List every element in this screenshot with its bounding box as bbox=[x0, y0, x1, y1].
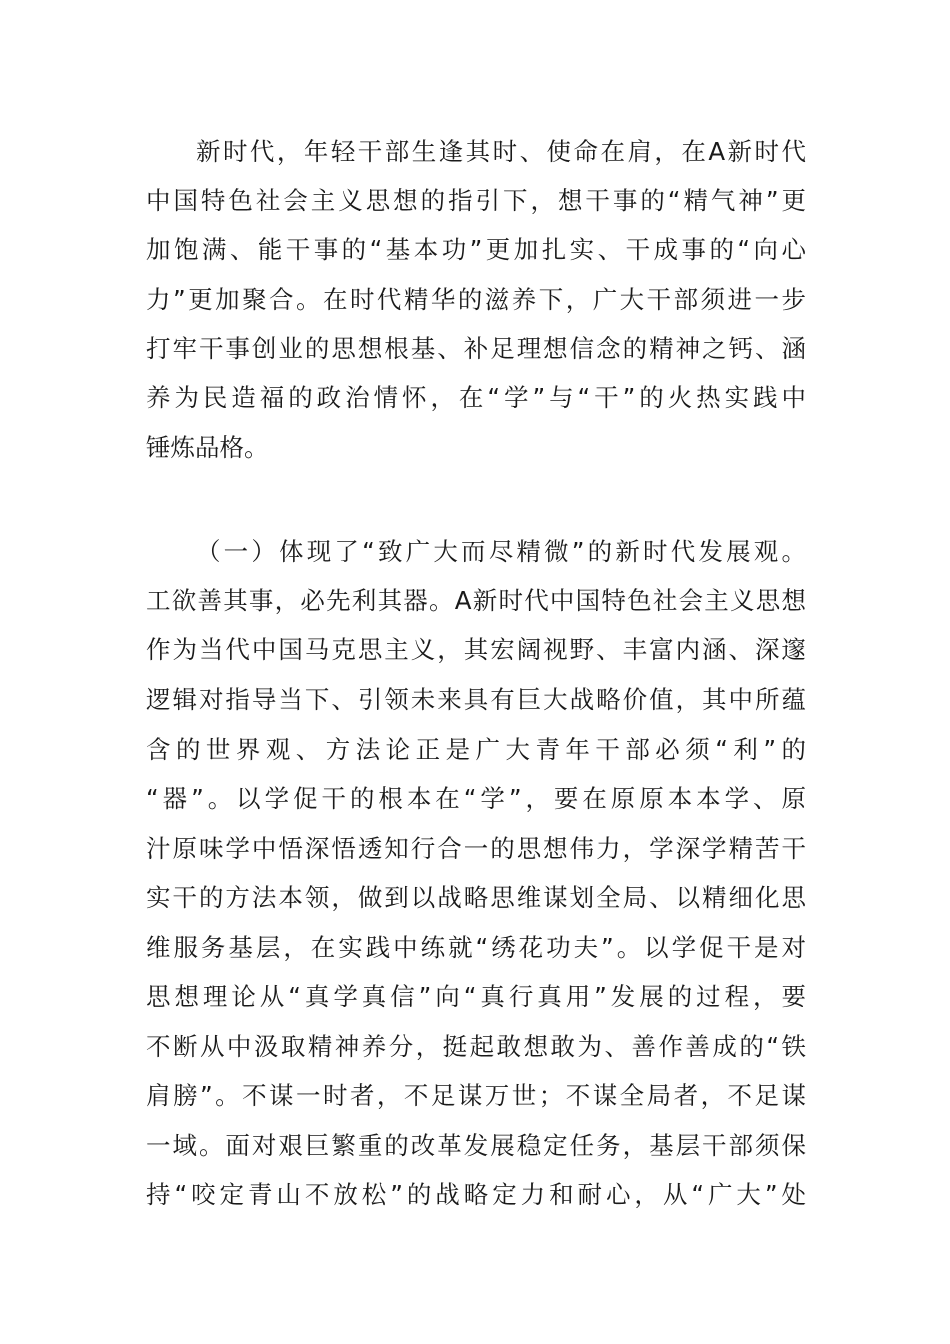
paragraph-2-line-3: 作为当代中国马克思主义，其宏阔视野、丰富内涵、深邃 bbox=[146, 635, 806, 664]
paragraph-2-line-10: 思想理论从“真学真信”向“真行真用”发展的过程，要 bbox=[146, 982, 806, 1011]
paragraph-2-line-12: 肩膀”。不谋一时者，不足谋万世；不谋全局者，不足谋 bbox=[146, 1081, 806, 1110]
paragraph-2-line-13: 一域。面对艰巨繁重的改革发展稳定任务，基层干部须保 bbox=[146, 1131, 806, 1160]
paragraph-2-line-9: 维服务基层，在实践中练就“绣花功夫”。以学促干是对 bbox=[146, 933, 806, 962]
paragraph-2-line-11: 不断从中汲取精神养分，挺起敢想敢为、善作善成的“铁 bbox=[146, 1032, 806, 1061]
paragraph-1-line-1: 新时代，年轻干部生逢其时、使命在肩，在A新时代 bbox=[196, 137, 806, 166]
paragraph-1-line-5: 打牢干事创业的思想根基、补足理想信念的精神之钙、涵 bbox=[146, 334, 806, 363]
paragraph-2-line-6: “器”。以学促干的根本在“学”，要在原原本本学、原 bbox=[146, 784, 806, 813]
paragraph-1-line-4: 力”更加聚合。在时代精华的滋养下，广大干部须进一步 bbox=[146, 285, 806, 314]
paragraph-2-line-5: 含的世界观、方法论正是广大青年干部必须“利”的 bbox=[146, 735, 806, 764]
paragraph-1-line-3: 加饱满、能干事的“基本功”更加扎实、干成事的“向心 bbox=[146, 235, 806, 264]
paragraph-2-line-8: 实干的方法本领，做到以战略思维谋划全局、以精细化思 bbox=[146, 883, 806, 912]
paragraph-2-line-1: （一）体现了“致广大而尽精微”的新时代发展观。 bbox=[196, 537, 806, 566]
paragraph-2-line-4: 逻辑对指导当下、引领未来具有巨大战略价值，其中所蕴 bbox=[146, 685, 806, 714]
paragraph-1-line-7: 锤炼品格。 bbox=[146, 433, 269, 462]
paragraph-1-line-6: 养为民造福的政治情怀，在“学”与“干”的火热实践中 bbox=[146, 383, 806, 412]
paragraph-1-line-2: 中国特色社会主义思想的指引下，想干事的“精气神”更 bbox=[146, 186, 806, 215]
paragraph-2-line-2: 工欲善其事，必先利其器。A新时代中国特色社会主义思想 bbox=[146, 586, 806, 615]
paragraph-2-line-14: 持“咬定青山不放松”的战略定力和耐心，从“广大”处 bbox=[146, 1180, 806, 1209]
paragraph-2-line-7: 汁原味学中悟深悟透知行合一的思想伟力，学深学精苦干 bbox=[146, 834, 806, 863]
